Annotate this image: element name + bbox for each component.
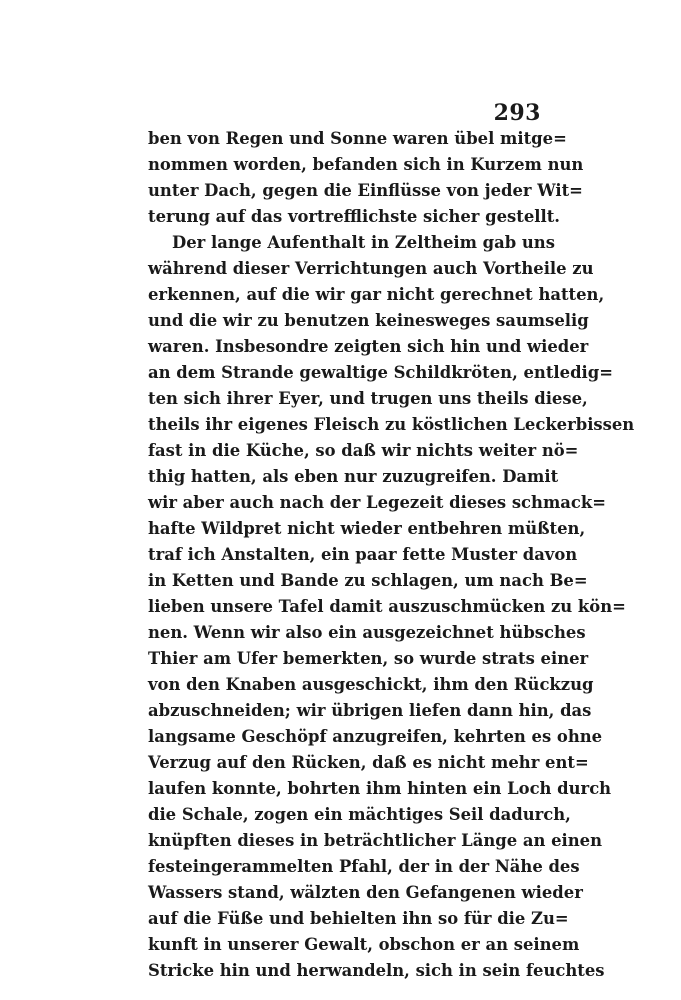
text-line: Der lange Aufenthalt in Zeltheim gab uns — [172, 233, 555, 252]
text-line: festeingerammelten Pfahl, der in der Nähe des — [148, 857, 580, 876]
text-line: und die wir zu benutzen keinesweges saumselig — [148, 311, 589, 330]
text-line: Verzug auf den Rücken, daß es nicht mehr ent= — [148, 753, 589, 772]
text-line: langsame Geschöpf anzugreifen, kehrten es ohne — [148, 727, 603, 746]
text-line: in Ketten und Bande zu schlagen, um nach Be= — [148, 571, 588, 590]
text-line: Wassers stand, wälzten den Gefangenen wieder — [148, 883, 583, 902]
text-line: laufen konnte, bohrten ihm hinten ein Loch durch — [148, 779, 612, 798]
text-line: nommen worden, befanden sich in Kurzem nun — [148, 155, 584, 174]
text-line: während dieser Verrichtungen auch Vortheile zu — [148, 259, 594, 278]
text-line: abzuschneiden; wir übrigen liefen dann hin, das — [148, 701, 592, 720]
text-line: an dem Strande gewaltige Schildkröten, entledig= — [148, 363, 613, 382]
text-line: die Schale, zogen ein mächtiges Seil dadurch, — [148, 805, 571, 824]
text-line: waren. Insbesondre zeigten sich hin und wieder — [148, 337, 589, 356]
text-line: terung auf das vortrefflichste sicher gestellt. — [148, 207, 560, 226]
text-line: hafte Wildpret nicht wieder entbehren müßten, — [148, 519, 586, 538]
text-line: wir aber auch nach der Legezeit dieses schmack= — [148, 493, 606, 512]
text-line: nen. Wenn wir also ein ausgezeichnet hübsches — [148, 623, 586, 642]
text-line: traf ich Anstalten, ein paar fette Muster davon — [148, 545, 578, 564]
text-line: knüpften dieses in beträchtlicher Länge an einen — [148, 831, 602, 850]
body-text — [148, 126, 635, 984]
text-line: Stricke hin und herwandeln, sich in sein feuchtes — [148, 961, 605, 980]
text-line: auf die Füße und behielten ihn so für die Zu= — [148, 909, 569, 928]
page-number: 293 — [493, 100, 541, 126]
text-line: von den Knaben ausgeschickt, ihm den Rückzug — [148, 675, 594, 694]
text-line: lieben unsere Tafel damit auszuschmücken zu kön= — [148, 597, 626, 616]
text-line: ten sich ihrer Eyer, und trugen uns theils diese, — [148, 389, 588, 408]
text-line: Thier am Ufer bemerkten, so wurde strats einer — [148, 649, 589, 668]
text-line: theils ihr eigenes Fleisch zu köstlichen Leckerbissen — [148, 415, 635, 434]
text-line: fast in die Küche, so daß wir nichts weiter nö= — [148, 441, 579, 460]
text-line: unter Dach, gegen die Einflüsse von jeder Wit= — [148, 181, 583, 200]
text-line: erkennen, auf die wir gar nicht gerechnet hatten, — [148, 285, 605, 304]
text-line: kunft in unserer Gewalt, obschon er an seinem — [148, 935, 580, 954]
text-line: ben von Regen und Sonne waren übel mitge= — [148, 129, 567, 148]
text-line: thig hatten, als eben nur zuzugreifen. Damit — [148, 467, 559, 486]
